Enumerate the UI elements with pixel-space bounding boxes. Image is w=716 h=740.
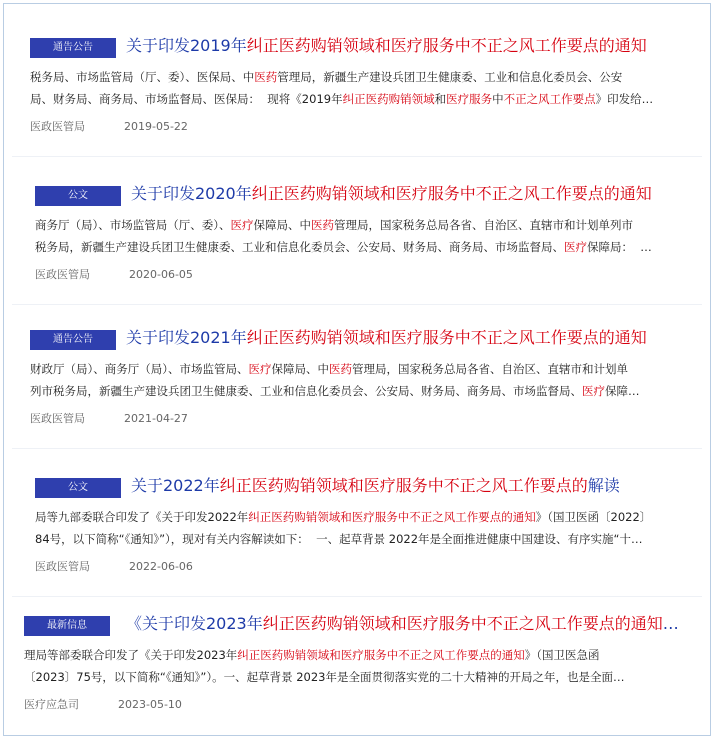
result-card[interactable]	[0, 612, 716, 732]
result-card[interactable]	[0, 34, 716, 154]
highlighted-keyword: 医疗	[564, 240, 587, 254]
result-summary-line	[30, 380, 640, 402]
highlighted-keyword: 纠正医药购销领域和医疗服务中不正之风工作要点的通知	[246, 328, 647, 347]
highlighted-keyword: 纠正医药购销领域	[342, 92, 435, 106]
category-badge: 公文	[35, 186, 121, 206]
summary-text: 84号，以下简称“《通知》”），现对有关内容解读如下： 一、起草背景 2022年是全面推进健康中国建设、有序实施“十…	[35, 532, 643, 546]
result-summary-line	[30, 88, 653, 110]
result-summary-line	[35, 236, 652, 258]
summary-text: 管理局，国家税务总局各省、自治区、直辖市和计划单列市	[334, 218, 633, 232]
highlighted-keyword: 医疗	[248, 362, 272, 376]
highlighted-keyword: 医药	[311, 218, 334, 232]
title-text: 关于2022年	[131, 476, 220, 495]
publish-date: 2019-05-22	[124, 120, 188, 133]
summary-text: 》（国卫医函〔2022〕	[535, 510, 652, 524]
summary-text: 保障局： …	[587, 240, 652, 254]
summary-text: 理局等部委联合印发了《关于印发2023年	[24, 648, 238, 662]
result-divider	[12, 304, 702, 305]
result-summary-line	[35, 214, 633, 236]
result-title-link[interactable]	[126, 34, 647, 58]
source-department: 医政医管局	[30, 120, 85, 133]
summary-text: 》印发给…	[595, 92, 654, 106]
result-summary-line	[30, 358, 628, 380]
result-summary-line	[30, 66, 622, 88]
result-divider	[12, 596, 702, 597]
summary-text: 局等九部委联合印发了《关于印发2022年	[35, 510, 249, 524]
highlighted-keyword: 纠正医药购销领域和医疗服务中不正之风工作要点的通知	[262, 614, 663, 633]
summary-text: 财政厅（局）、商务厅（局）、市场监管局、	[30, 362, 249, 376]
summary-text: 〔2023〕75号，以下简称“《通知》”）。一、起草背景 2023年是全面贯彻落实党的二十大精神的开局之年，也是全面…	[24, 670, 625, 684]
result-meta	[35, 267, 235, 283]
highlighted-keyword: 医药	[254, 70, 278, 84]
title-text: 《关于印发2023年	[126, 614, 263, 633]
result-summary-line	[35, 528, 642, 550]
title-text: 关于印发2019年	[126, 36, 247, 55]
highlighted-keyword: 纠正医药购销领域和医疗服务中不正之风工作要点的通知	[251, 184, 652, 203]
title-text: 关于印发2021年	[126, 328, 247, 347]
result-title-link[interactable]	[126, 326, 647, 350]
summary-text: 中	[492, 92, 504, 106]
summary-text: 管理局，国家税务总局各省、自治区、直辖市和计划单	[352, 362, 628, 376]
result-meta	[30, 119, 230, 135]
result-title-link[interactable]	[131, 474, 620, 498]
highlighted-keyword: 医药	[329, 362, 352, 376]
publish-date: 2020-06-05	[129, 268, 193, 281]
title-text: 解读	[587, 476, 620, 495]
summary-text: 保障局、中	[253, 218, 311, 232]
summary-text: 税务局、市场监管局（厅、委）、医保局、中	[30, 70, 255, 84]
summary-text: 商务厅（局）、市场监管局（厅、委）、	[35, 218, 231, 232]
result-card[interactable]	[0, 474, 716, 594]
highlighted-keyword: 医疗	[230, 218, 254, 232]
summary-text: 列市税务局，新疆生产建设兵团卫生健康委、工业和信息化委员会、公安局、财务局、商务局、市场监督局、	[30, 384, 582, 398]
summary-text: 保障局、中	[271, 362, 329, 376]
source-department: 医政医管局	[30, 412, 85, 425]
highlighted-keyword: 不正之风工作要点	[503, 92, 596, 106]
highlighted-keyword: 纠正医药购销领域和医疗服务中不正之风工作要点的通知	[237, 648, 525, 662]
summary-text: 保障…	[605, 384, 640, 398]
summary-text: 局、财务局、商务局、市场监督局、医保局： 现将《2019年	[30, 92, 343, 106]
category-badge: 通告公告	[30, 38, 116, 58]
category-badge: 最新信息	[24, 616, 110, 636]
highlighted-keyword: 纠正医药购销领域和医疗服务中不正之风工作要点的	[219, 476, 588, 495]
result-divider	[12, 156, 702, 157]
result-meta	[24, 697, 224, 713]
result-title-link[interactable]	[131, 182, 652, 206]
highlighted-keyword: 医疗服务	[446, 92, 493, 106]
result-card[interactable]	[0, 326, 716, 446]
result-meta	[35, 559, 235, 575]
result-meta	[30, 411, 230, 427]
title-text: 关于印发2020年	[131, 184, 252, 203]
publish-date: 2021-04-27	[124, 412, 188, 425]
result-summary-line	[35, 506, 651, 528]
result-divider	[12, 448, 702, 449]
source-department: 医疗应急司	[24, 698, 79, 711]
source-department: 医政医管局	[35, 268, 90, 281]
result-card[interactable]	[0, 182, 716, 302]
summary-text: 和	[434, 92, 447, 106]
result-summary-line	[24, 644, 600, 666]
summary-text: 》（国卫医急函	[524, 648, 600, 662]
title-text: …	[662, 614, 679, 633]
summary-text: 管理局，新疆生产建设兵团卫生健康委、工业和信息化委员会、公安	[277, 70, 623, 84]
source-department: 医政医管局	[35, 560, 90, 573]
highlighted-keyword: 医疗	[582, 384, 605, 398]
publish-date: 2023-05-10	[118, 698, 182, 711]
highlighted-keyword: 纠正医药购销领域和医疗服务中不正之风工作要点的通知	[246, 36, 647, 55]
result-summary-line	[24, 666, 624, 688]
publish-date: 2022-06-06	[129, 560, 193, 573]
category-badge: 公文	[35, 478, 121, 498]
result-title-link[interactable]	[126, 612, 679, 636]
highlighted-keyword: 纠正医药购销领域和医疗服务中不正之风工作要点的通知	[248, 510, 536, 524]
category-badge: 通告公告	[30, 330, 116, 350]
summary-text: 税务局，新疆生产建设兵团卫生健康委、工业和信息化委员会、公安局、财务局、商务局、市场监督局、	[35, 240, 564, 254]
